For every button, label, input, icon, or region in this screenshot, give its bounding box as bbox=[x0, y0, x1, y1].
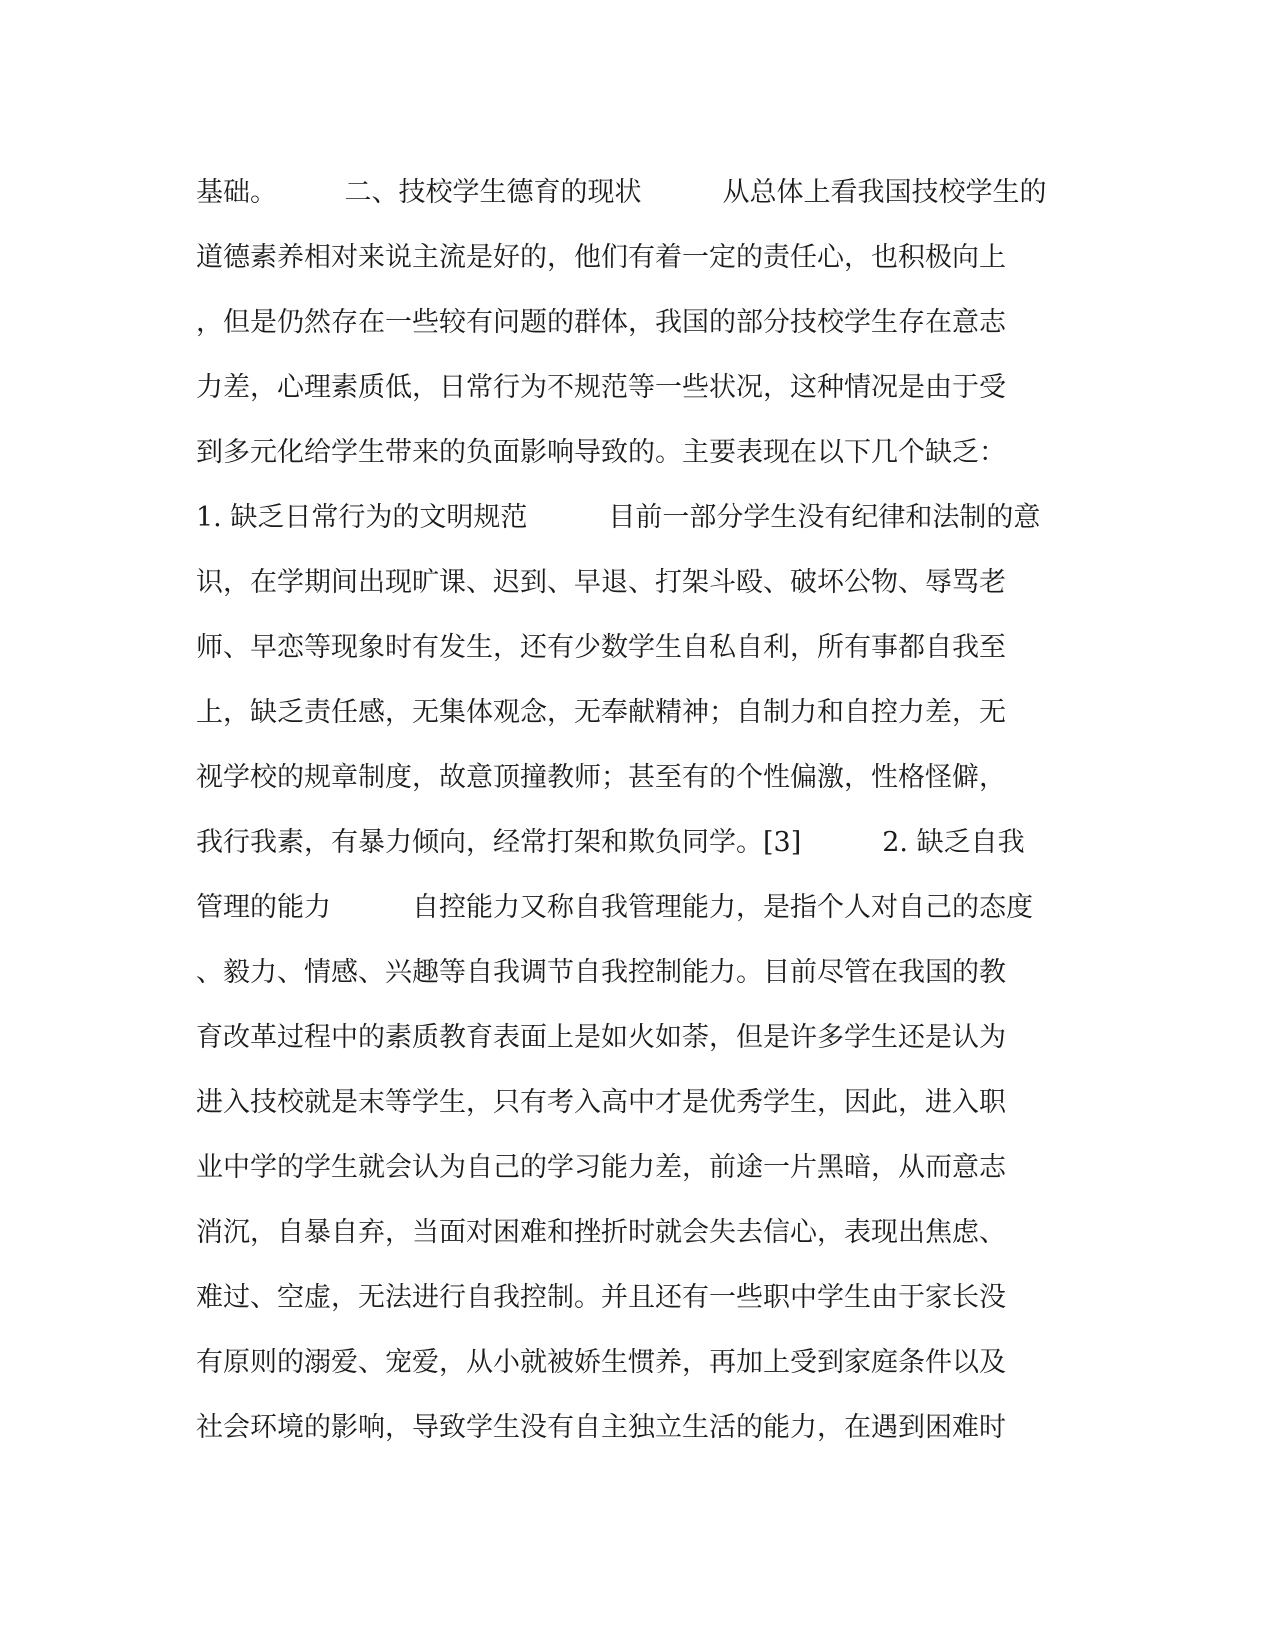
text-line: 消沉，自暴自弃，当面对困难和挫折时就会失去信心，表现出焦虑、 bbox=[196, 1217, 1006, 1248]
text-line: 育改革过程中的素质教育表面上是如火如荼，但是许多学生还是认为 bbox=[196, 1022, 1006, 1053]
text-line: 道德素养相对来说主流是好的，他们有着一定的责任心，也积极向上 bbox=[196, 242, 1006, 273]
text-line: 师、早恋等现象时有发生，还有少数学生自私自利，所有事都自我至 bbox=[196, 632, 1006, 663]
text-line: 到多元化给学生带来的负面影响导致的。主要表现在以下几个缺乏： bbox=[196, 437, 1006, 468]
text-line: 1. 缺乏日常行为的文明规范 目前一部分学生没有纪律和法制的意 bbox=[196, 502, 1041, 533]
text-line: 识，在学期间出现旷课、迟到、早退、打架斗殴、破坏公物、辱骂老 bbox=[196, 567, 1006, 598]
text-line: 进入技校就是末等学生，只有考入高中才是优秀学生，因此，进入职 bbox=[196, 1087, 1006, 1118]
text-line: 视学校的规章制度，故意顶撞教师；甚至有的个性偏激，性格怪僻， bbox=[196, 762, 1006, 793]
text-line: 有原则的溺爱、宠爱，从小就被娇生惯养，再加上受到家庭条件以及 bbox=[196, 1347, 1006, 1378]
text-line: 我行我素，有暴力倾向，经常打架和欺负同学。[3] 2. 缺乏自我 bbox=[196, 827, 1025, 858]
text-line: 难过、空虚，无法进行自我控制。并且还有一些职中学生由于家长没 bbox=[196, 1282, 1006, 1313]
text-line: ，但是仍然存在一些较有问题的群体，我国的部分技校学生存在意志 bbox=[196, 307, 1006, 338]
text-line: 、毅力、情感、兴趣等自我调节自我控制能力。目前尽管在我国的教 bbox=[196, 957, 1006, 988]
text-line: 力差，心理素质低，日常行为不规范等一些状况，这种情况是由于受 bbox=[196, 372, 1006, 403]
text-line: 社会环境的影响，导致学生没有自主独立生活的能力，在遇到困难时 bbox=[196, 1412, 1006, 1443]
body-text bbox=[196, 160, 1076, 1460]
text-line: 上，缺乏责任感，无集体观念，无奉献精神；自制力和自控力差，无 bbox=[196, 697, 1006, 728]
text-line: 基础。 二、技校学生德育的现状 从总体上看我国技校学生的 bbox=[196, 177, 1047, 208]
text-line: 业中学的学生就会认为自己的学习能力差，前途一片黑暗，从而意志 bbox=[196, 1152, 1006, 1183]
text-line: 管理的能力 自控能力又称自我管理能力，是指个人对自己的态度 bbox=[196, 892, 1033, 923]
